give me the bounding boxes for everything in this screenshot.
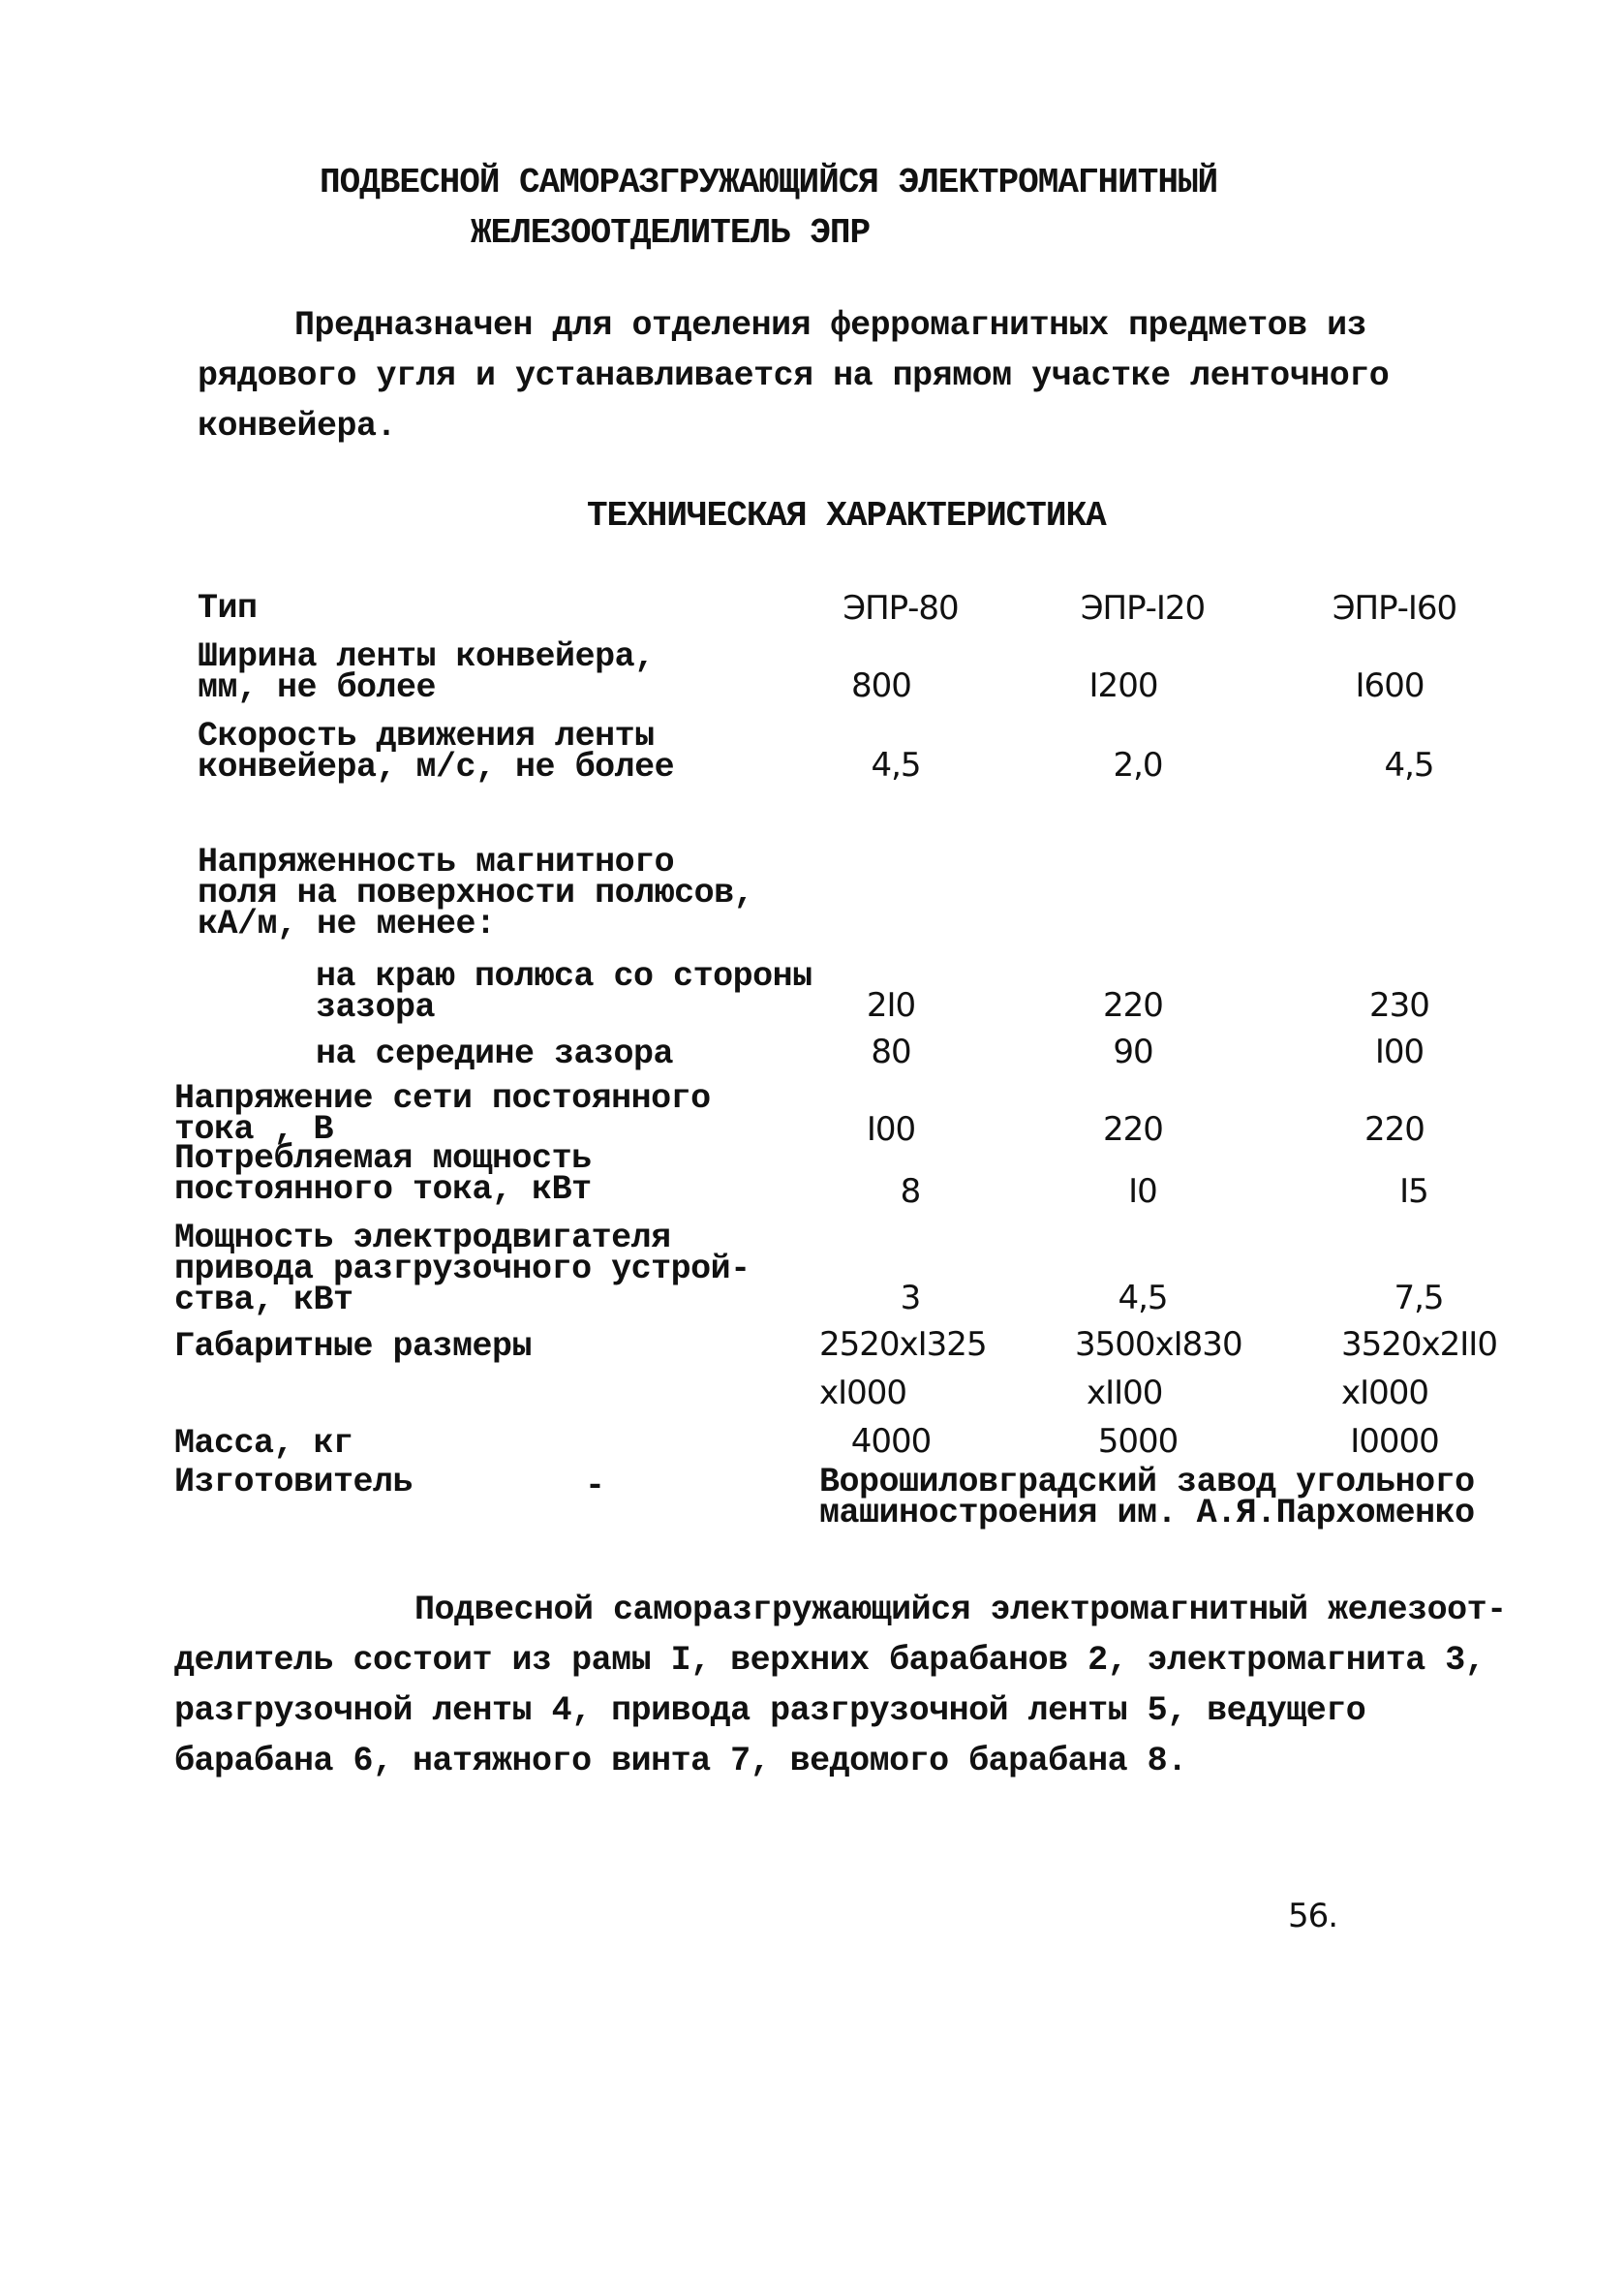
field-strength-label-3: кА/м, не менее: [198,905,496,943]
dimensions-label: Габаритные размеры [174,1327,533,1366]
dc-power-value-3: I5 [1399,1172,1428,1211]
motor-power-label-2: привода разгрузочного устрой- [174,1250,751,1288]
field-strength-label-2: поля на поверхности полюсов, [198,874,754,912]
mass-value-2: 5000 [1097,1422,1179,1461]
dc-power-label-2: постоянного тока, кВт [174,1170,592,1209]
pole-edge-value-3: 230 [1369,986,1429,1025]
belt-speed-value-3: 4,5 [1384,746,1434,785]
description-line-1: Подвесной саморазгружающийся электромагнитный железоот- [414,1591,1507,1629]
motor-power-value-2: 4,5 [1118,1279,1168,1317]
description-line-2: делитель состоит из рамы I, верхних барабанов 2, электромагнита 3, [174,1641,1486,1680]
motor-power-value-3: 7,5 [1394,1279,1444,1317]
mass-value-3: I0000 [1350,1422,1439,1461]
manufacturer-value-2: машиностроения им. А.Я.Пархоменко [819,1494,1475,1532]
dimensions-value-3-line1: 3520x2II0 [1341,1325,1497,1364]
manufacturer-dash: - [585,1467,606,1505]
dc-voltage-label-2: тока , В [174,1110,334,1149]
belt-speed-value-1: 4,5 [871,746,921,785]
belt-width-value-2: I200 [1088,666,1158,705]
dc-power-value-1: 8 [900,1172,921,1211]
dimensions-value-2-line2: xII00 [1087,1374,1163,1412]
dc-voltage-value-2: 220 [1103,1110,1163,1149]
pole-edge-label-1: на краю полюса со стороны [316,957,812,996]
belt-width-value-1: 800 [851,666,911,705]
dc-power-value-2: I0 [1128,1172,1157,1211]
pole-edge-value-1: 2I0 [866,986,916,1025]
belt-width-value-3: I600 [1355,666,1425,705]
page-title-line2: ЖЕЛЕЗООТДЕЛИТЕЛЬ ЭПР [471,213,871,253]
gap-middle-label: на середине зазора [316,1035,674,1073]
pole-edge-label-2: зазора [316,988,436,1027]
description-line-3: разгрузочной ленты 4, привода разгрузочной ленты 5, ведущего [174,1691,1366,1730]
model-1: ЭПР-80 [843,589,959,628]
mass-label: Масса, кг [174,1424,353,1463]
mass-value-1: 4000 [850,1422,932,1461]
manufacturer-label: Изготовитель [174,1463,414,1501]
belt-width-label-2: мм, не более [198,668,437,707]
dc-voltage-label-1: Напряжение сети постоянного [174,1079,711,1118]
gap-middle-value-3: I00 [1374,1033,1425,1071]
dimensions-value-1-line1: 2520xI325 [819,1325,987,1364]
dimensions-value-2-line1: 3500xI830 [1075,1325,1242,1364]
spec-heading: ТЕХНИЧЕСКАЯ ХАРАКТЕРИСТИКА [587,496,1106,536]
model-3: ЭПР-I60 [1332,589,1457,628]
pole-edge-value-2: 220 [1103,986,1163,1025]
gap-middle-value-2: 90 [1113,1033,1153,1071]
dc-power-label-1: Потребляемая мощность [174,1139,592,1178]
description-line-4: барабана 6, натяжного винта 7, ведомого барабана 8. [174,1742,1187,1780]
page-title-line1: ПОДВЕСНОЙ САМОРАЗГРУЖАЮЩИЙСЯ ЭЛЕКТРОМАГНИТНЫЙ [320,163,1218,202]
belt-speed-label-2: конвейера, м/с, не более [198,748,675,787]
dimensions-value-1-line2: xI000 [819,1374,907,1412]
motor-power-value-1: 3 [900,1279,921,1317]
type-label: Тип [198,589,258,628]
intro-line-3: конвейера. [198,407,397,446]
intro-line-1: Предназначен для отделения ферромагнитных предметов из [294,306,1367,345]
dc-voltage-value-3: 220 [1364,1110,1425,1149]
motor-power-label-1: Мощность электродвигателя [174,1219,671,1257]
belt-width-label-1: Ширина ленты конвейера, [198,637,655,676]
dimensions-value-3-line2: xI000 [1341,1374,1429,1412]
field-strength-label-1: Напряженность магнитного [198,843,675,881]
manufacturer-value-1: Ворошиловградский завод угольного [819,1463,1475,1501]
intro-line-2: рядового угля и устанавливается на прямом участке ленточного [198,356,1390,395]
belt-speed-value-2: 2,0 [1113,746,1163,785]
belt-speed-label-1: Скорость движения ленты [198,717,655,756]
page-number: 56. [1288,1897,1338,1935]
motor-power-label-3: ства, кВт [174,1281,353,1319]
gap-middle-value-1: 80 [871,1033,911,1071]
model-2: ЭПР-I20 [1080,589,1206,628]
dc-voltage-value-1: I00 [866,1110,916,1149]
